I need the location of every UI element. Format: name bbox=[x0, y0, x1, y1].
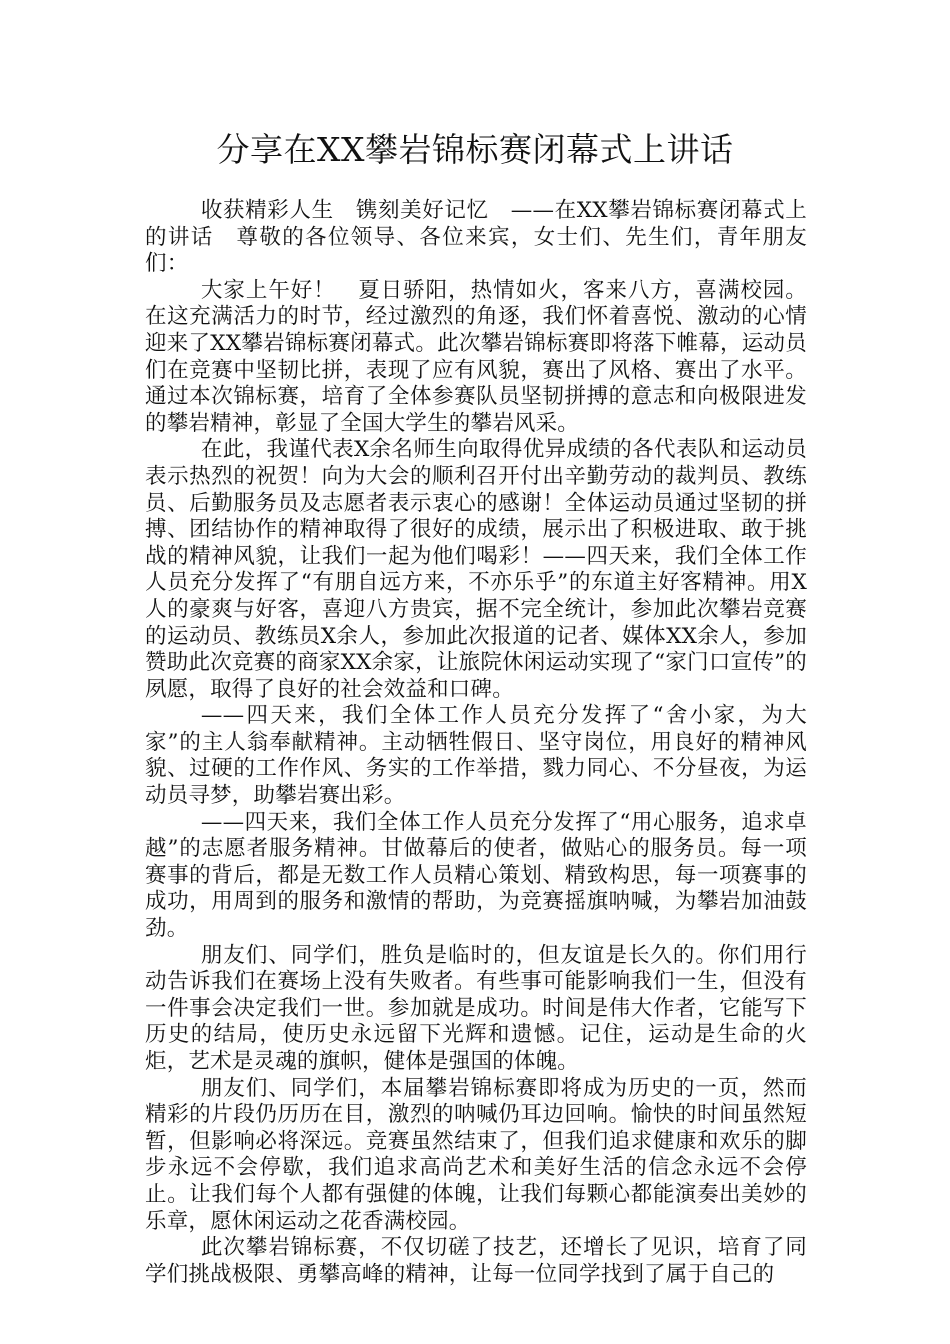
paragraph-greeting: 大家上午好！ 夏日骄阳，热情如火，客来八方，喜满校园。在这充满活力的时节，经过激烈的角逐，我们怀着喜悦、激动的心情迎来了XX攀岩锦标赛闭幕式。此次攀岩锦标赛即将落下帷幕，运动员们在竞赛中坚韧比拼，表现了应有风貌，赛出了风格、赛出了水平。通过本次锦标赛，培育了全体参赛队员坚韧拼搏的意志和向极限进发的攀岩精神，彰显了全国大学生的攀岩风采。 bbox=[145, 277, 807, 436]
paragraph-closing-hopes: 朋友们、同学们，本届攀岩锦标赛即将成为历史的一页，然而精彩的片段仍历历在目，激烈的呐喊仍耳边回响。愉快的时间虽然短暂，但影响必将深远。竞赛虽然结束了，但我们追求健康和欢乐的脚步永远不会停歇，我们追求高尚艺术和美好生活的信念永远不会停止。让我们每个人都有强健的体魄，让我们每颗心都能演奏出美妙的乐章，愿休闲运动之花香满校园。 bbox=[145, 1075, 807, 1234]
paragraph-dedication: ——四天来，我们全体工作人员充分发挥了“舍小家，为大家”的主人翁奉献精神。主动牺牲假日、坚守岗位，用良好的精神风貌、过硬的工作作风、务实的工作举措，戮力同心、不分昼夜，为运动员寻梦，助攀岩赛出彩。 bbox=[145, 703, 807, 809]
paragraph-congratulations: 在此，我谨代表X余名师生向取得优异成绩的各代表队和运动员表示热烈的祝贺！向为大会的顺利召开付出辛勤劳动的裁判员、教练员、后勤服务员及志愿者表示衷心的感谢！全体运动员通过坚韧的拼搏、团结协作的精神取得了很好的成绩，展示出了积极进取、敢于挑战的精神风貌，让我们一起为他们喝彩！——四天来，我们全体工作人员充分发挥了“有朋自远方来，不亦乐乎”的东道主好客精神。用X人的豪爽与好客，喜迎八方贵宾，据不完全统计，参加此次攀岩竞赛的运动员、教练员X余人，参加此次报道的记者、媒体XX余人，参加赞助此次竞赛的商家XX余家，让旅院休闲运动实现了“家门口宣传”的夙愿，取得了良好的社会效益和口碑。 bbox=[145, 437, 807, 702]
paragraph-continued: 此次攀岩锦标赛，不仅切磋了技艺，还增长了见识，培育了同学们挑战极限、勇攀高峰的精神，让每一位同学找到了属于自己的 bbox=[145, 1235, 807, 1287]
document-body bbox=[145, 198, 807, 1288]
document-title: 分享在XX攀岩锦标赛闭幕式上讲话 bbox=[216, 130, 734, 169]
paragraph-volunteer-service: ——四天来，我们全体工作人员充分发挥了“用心服务，追求卓越”的志愿者服务精神。甘做幕后的使者，做贴心的服务员。每一项赛事的背后，都是无数工作人员精心策划、精致构思，每一项赛事的成功，用周到的服务和激情的帮助，为竞赛摇旗呐喊，为攀岩加油鼓劲。 bbox=[145, 809, 807, 942]
paragraph-friendship: 朋友们、同学们，胜负是临时的，但友谊是长久的。你们用行动告诉我们在赛场上没有失败者。有些事可能影响我们一生，但没有一件事会决定我们一世。参加就是成功。时间是伟大作者，它能写下历史的结局，使历史永远留下光辉和遗憾。记住，运动是生命的火炬，艺术是灵魂的旗帜，健体是强国的体魄。 bbox=[145, 942, 807, 1074]
paragraph-opening: 收获精彩人生 镌刻美好记忆 ——在XX攀岩锦标赛闭幕式上的讲话 尊敬的各位领导、各位来宾，女士们、先生们，青年朋友们： bbox=[145, 198, 807, 277]
